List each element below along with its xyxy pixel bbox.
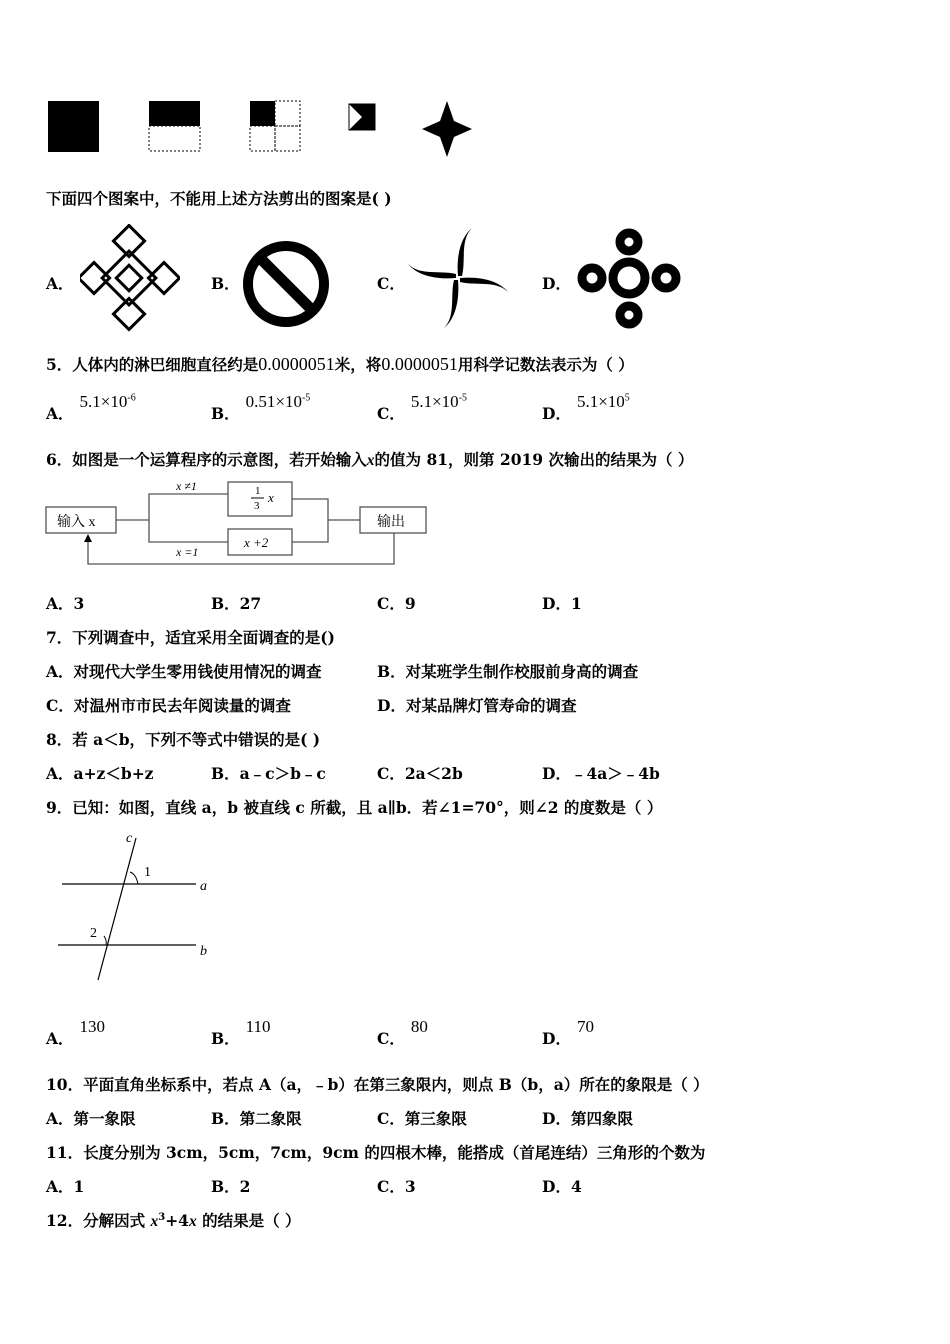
q5-option-c[interactable]: C．$5.1\times 10^{-5}$ bbox=[377, 392, 468, 423]
q5-option-b[interactable]: B．$0.51\times 10^{-5}$ bbox=[211, 392, 311, 423]
q6-option-d[interactable]: D．1 bbox=[542, 594, 582, 613]
step-5-unfolded-star bbox=[422, 101, 472, 157]
folding-steps-figure bbox=[40, 95, 490, 165]
q11-option-c[interactable]: C．3 bbox=[377, 1177, 416, 1196]
cond-top: x ≠1 bbox=[176, 479, 197, 493]
q11-option-d[interactable]: D．4 bbox=[542, 1177, 582, 1196]
cut-option-b-figure[interactable] bbox=[240, 238, 332, 330]
q6-option-b[interactable]: B．27 bbox=[211, 594, 262, 613]
q7-option-c[interactable]: C．对温州市市民去年阅读量的调查 bbox=[46, 696, 291, 715]
frac-den: 3 bbox=[254, 500, 260, 512]
q6-flow-diagram bbox=[44, 474, 434, 574]
q10-stem: 10．平面直角坐标系中，若点 A（a，﹣b）在第三象限内，则点 B（b，a）所在的象限是（ ） bbox=[46, 1075, 709, 1094]
q8-option-d[interactable]: D．﹣4a＞﹣4b bbox=[542, 764, 660, 783]
step-4-cut bbox=[349, 104, 375, 130]
cut-question-prompt: 下面四个图案中，不能用上述方法剪出的图案是( ) bbox=[46, 189, 392, 208]
step-2-half-fold bbox=[149, 101, 200, 151]
q5-option-a[interactable]: A．$5.1\times 10^{-6}$ bbox=[46, 392, 136, 423]
cut-option-d-figure[interactable] bbox=[576, 228, 682, 330]
step-1-square bbox=[48, 101, 99, 152]
label-c: c bbox=[126, 831, 133, 846]
cut-option-a-label[interactable]: A． bbox=[46, 274, 74, 293]
q9-option-c[interactable]: C．80 bbox=[377, 1017, 428, 1048]
q8-stem: 8．若 a＜b，下列不等式中错误的是( ) bbox=[46, 730, 321, 749]
add-label: x +2 bbox=[244, 535, 269, 550]
q9-parallel-lines-figure bbox=[54, 828, 224, 988]
cond-bottom: x =1 bbox=[176, 545, 199, 559]
q7-option-d[interactable]: D．对某品牌灯管寿命的调查 bbox=[377, 696, 577, 715]
step-3-quarter-fold bbox=[250, 101, 300, 151]
q11-option-b[interactable]: B．2 bbox=[211, 1177, 251, 1196]
line-c bbox=[98, 838, 136, 980]
output-label: 输出 bbox=[377, 515, 405, 530]
cut-option-c-figure[interactable] bbox=[406, 226, 511, 331]
label-b: b bbox=[200, 944, 207, 959]
label-angle-1: 1 bbox=[144, 865, 151, 880]
q9-stem: 9．已知：如图，直线 a，b 被直线 c 所截，且 a∥b．若∠1=70°，则∠2 的度数是（ ） bbox=[46, 798, 663, 817]
frac-num: 1 bbox=[255, 485, 261, 497]
input-label: 输入 x bbox=[57, 515, 96, 530]
cut-option-c-label[interactable]: C． bbox=[377, 274, 405, 293]
q11-stem: 11．长度分别为 3cm，5cm，7cm，9cm 的四根木棒，能搭成（首尾连结）三角形的个数为 bbox=[46, 1143, 706, 1162]
q7-option-b[interactable]: B．对某班学生制作校服前身高的调查 bbox=[377, 662, 639, 681]
q9-option-b[interactable]: B．110 bbox=[211, 1017, 271, 1048]
q8-option-b[interactable]: B．a﹣c＞b﹣c bbox=[211, 764, 326, 783]
q8-option-a[interactable]: A．a+z＜b+z bbox=[46, 764, 154, 783]
q9-option-d[interactable]: D．70 bbox=[542, 1017, 594, 1048]
q10-option-d[interactable]: D．第四象限 bbox=[542, 1109, 633, 1128]
q5-stem: 5．人体内的淋巴细胞直径约是0.0000051米，将0.0000051用科学记数法表示为（ ） bbox=[46, 354, 634, 374]
q5-option-d[interactable]: D．$5.1\times 10^5$ bbox=[542, 392, 630, 423]
label-a: a bbox=[200, 879, 207, 894]
q7-option-a[interactable]: A．对现代大学生零用钱使用情况的调查 bbox=[46, 662, 322, 681]
cut-option-a-figure[interactable] bbox=[80, 224, 180, 332]
q6-option-a[interactable]: A．3 bbox=[46, 594, 85, 613]
q10-option-a[interactable]: A．第一象限 bbox=[46, 1109, 136, 1128]
cut-option-b-label[interactable]: B． bbox=[211, 274, 240, 293]
q6-stem: 6．如图是一个运算程序的示意图，若开始输入x的值为 81，则第 2019 次输出的结果为（ ） bbox=[46, 450, 694, 469]
frac-var: x bbox=[268, 490, 274, 505]
cut-option-d-label[interactable]: D． bbox=[542, 274, 571, 293]
q8-option-c[interactable]: C．2a＜2b bbox=[377, 764, 463, 783]
q11-option-a[interactable]: A．1 bbox=[46, 1177, 85, 1196]
label-angle-2: 2 bbox=[90, 926, 97, 941]
q10-option-b[interactable]: B．第二象限 bbox=[211, 1109, 302, 1128]
q7-stem: 7．下列调查中，适宜采用全面调查的是() bbox=[46, 628, 335, 647]
q6-option-c[interactable]: C．9 bbox=[377, 594, 416, 613]
q9-option-a[interactable]: A．130 bbox=[46, 1017, 106, 1048]
q10-option-c[interactable]: C．第三象限 bbox=[377, 1109, 467, 1128]
q12-stem: 12．分解因式 $x^3+4x$ 的结果是（ ） bbox=[46, 1211, 301, 1230]
